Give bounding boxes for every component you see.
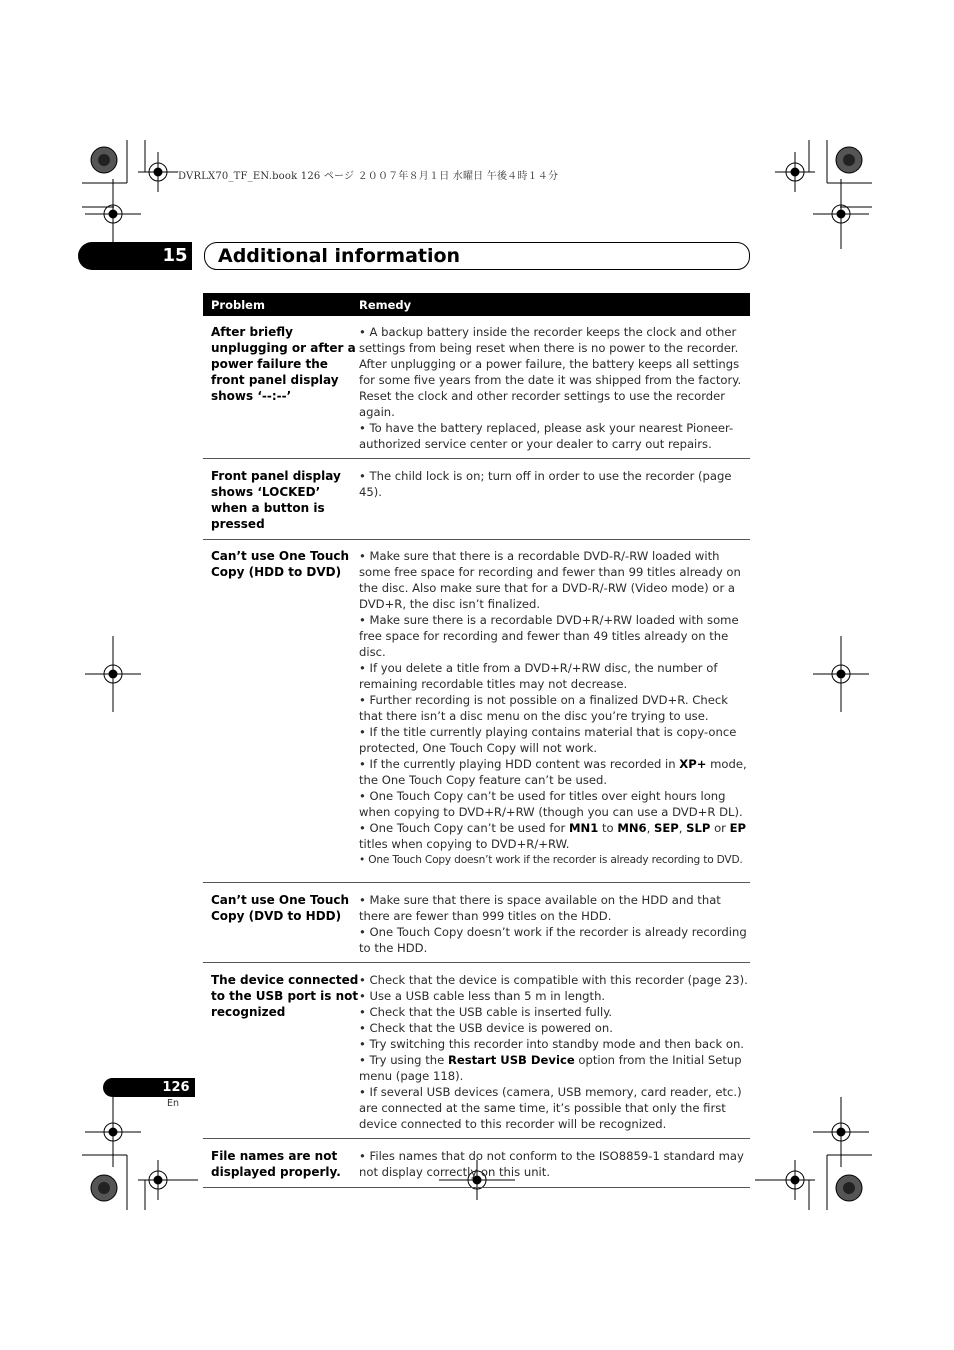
remedy-bullet: [359, 420, 750, 452]
remedy-bullet: [359, 612, 750, 660]
problem-cell: After briefly unplugging or after a power failure the front panel display shows ‘--:--’: [211, 325, 356, 403]
table-row: [203, 459, 750, 540]
remedy-bullet: [359, 1004, 750, 1020]
problem-cell: The device connected to the USB port is not recognized: [211, 973, 359, 1019]
remedy-bullet: [359, 468, 750, 500]
table-row: [203, 316, 750, 459]
print-header: DVRLX70_TF_EN.book 126 ページ ２００７年８月１日 水曜日 午後４時１４分: [178, 171, 559, 182]
header-remedy: Remedy: [359, 297, 412, 312]
remedy-text: • One Touch Copy doesn’t work if the recorder is already recording to DVD.: [359, 854, 743, 866]
remedy-text: • Try switching this recorder into standby mode and then back on.: [359, 1037, 744, 1051]
table-row: [203, 1139, 750, 1188]
remedy-bullet: [359, 1148, 750, 1180]
remedy-emphasis: SEP: [654, 821, 679, 835]
remedy-cell: [359, 892, 750, 956]
remedy-text: • One Touch Copy doesn’t work if the recorder is already recording to the HDD.: [359, 925, 747, 955]
remedy-text: • Try using the: [359, 1053, 448, 1067]
table-header: [203, 293, 750, 316]
remedy-text: ,: [678, 821, 687, 835]
remedy-text: titles when copying to DVD+R/+RW.: [359, 837, 570, 851]
remedy-text: • One Touch Copy can’t be used for titles over eight hours long when copying to DVD+R/+RW (though you can use a DVD+R DL).: [359, 789, 743, 819]
remedy-cell: [359, 972, 750, 1132]
remedy-text: • If the title currently playing contains material that is copy-once protected, One Touch Copy will not work.: [359, 725, 737, 755]
remedy-text: to: [598, 821, 618, 835]
remedy-emphasis: MN6: [617, 821, 647, 835]
page-language: En: [167, 1098, 180, 1109]
remedy-cell: [359, 548, 750, 868]
page-number: 126: [162, 1080, 190, 1095]
remedy-bullet: [359, 692, 750, 724]
table-body: [203, 316, 750, 1188]
remedy-text: • Make sure that there is a recordable DVD-R/-RW loaded with some free space for recording and fewer than 99 titles already on the disc. Also make sure that for a DVD-R/-RW (Video mode) or a DVD+R, the disc isn’t finalized.: [359, 549, 741, 611]
remedy-text: • To have the battery replaced, please ask your nearest Pioneer-authorized service center or your dealer to carry out repairs.: [359, 421, 734, 451]
remedy-bullet: [359, 756, 750, 788]
remedy-text: • Make sure there is a recordable DVD+R/+RW loaded with some free space for recording and fewer than 49 titles already on the disc.: [359, 613, 739, 659]
remedy-text: • Use a USB cable less than 5 m in length.: [359, 989, 606, 1003]
chapter-number: 15: [162, 245, 188, 266]
remedy-bullet: [359, 660, 750, 692]
remedy-text: • If several USB devices (camera, USB memory, card reader, etc.) are connected at the same time, it’s possible that only the first device connected to this recorder will be recognized.: [359, 1085, 742, 1131]
remedy-bullet: [359, 1084, 750, 1132]
remedy-bullet: [359, 820, 750, 852]
remedy-text: • A backup battery inside the recorder keeps the clock and other settings from being reset when there is no power to the recorder. After unplugging or a power failure, the battery keeps all settings for some five years from the date it was shipped from the factory. Reset the clock and other recorder settings to use the recorder again.: [359, 325, 742, 419]
remedy-bullet: [359, 988, 750, 1004]
remedy-bullet: [359, 924, 750, 956]
remedy-emphasis: XP+: [679, 757, 707, 771]
remedy-text: • If the currently playing HDD content was recorded in: [359, 757, 680, 771]
problem-cell: Front panel display shows ‘LOCKED’ when a button is pressed: [211, 469, 341, 531]
remedy-emphasis: SLP: [686, 821, 711, 835]
remedy-text: • Make sure that there is space available on the HDD and that there are fewer than 999 titles on the HDD.: [359, 893, 721, 923]
remedy-bullet: [359, 1020, 750, 1036]
remedy-emphasis: MN1: [568, 821, 599, 835]
remedy-text: or: [710, 821, 730, 835]
problem-cell: Can’t use One Touch Copy (HDD to DVD): [211, 549, 350, 579]
remedy-text: • Check that the USB device is powered on.: [359, 1021, 613, 1035]
remedy-text: • Files names that do not conform to the ISO8859-1 standard may not display correctly on this unit.: [359, 1149, 744, 1179]
remedy-emphasis: EP: [729, 821, 747, 835]
remedy-cell: [359, 1148, 750, 1180]
remedy-text: • Further recording is not possible on a finalized DVD+R. Check that there isn’t a disc menu on the disc you’re trying to use.: [359, 693, 728, 723]
remedy-text: • Check that the USB cable is inserted fully.: [359, 1005, 613, 1019]
remedy-text: mode, the One Touch Copy feature can’t be used.: [359, 757, 747, 787]
remedy-text: • Check that the device is compatible with this recorder (page 23).: [359, 973, 748, 987]
remedy-text: • One Touch Copy can’t be used for: [359, 821, 569, 835]
remedy-bullet: [359, 1052, 750, 1084]
remedy-bullet: [359, 724, 750, 756]
remedy-emphasis: Restart USB Device: [447, 1053, 575, 1067]
remedy-text: ,: [646, 821, 654, 835]
table-row: [203, 883, 750, 963]
remedy-bullet: [359, 548, 750, 612]
remedy-cell: [359, 468, 750, 532]
remedy-bullet: [359, 892, 750, 924]
remedy-bullet: [359, 972, 750, 988]
troubleshooting-table: [203, 293, 750, 1188]
problem-cell: Can’t use One Touch Copy (DVD to HDD): [211, 893, 350, 923]
remedy-bullet: [359, 852, 750, 868]
chapter-title: Additional information: [218, 245, 461, 267]
header-problem: Problem: [211, 297, 265, 312]
remedy-text: • If you delete a title from a DVD+R/+RW disc, the number of remaining recordable titles may not decrease.: [359, 661, 718, 691]
remedy-bullet: [359, 1036, 750, 1052]
table-row: [203, 963, 750, 1139]
remedy-text: • The child lock is on; turn off in order to use the recorder (page 45).: [359, 469, 732, 499]
remedy-bullet: [359, 324, 750, 420]
table-row: [203, 540, 750, 883]
problem-cell: File names are not displayed properly.: [211, 1149, 341, 1179]
remedy-cell: [359, 324, 750, 452]
remedy-text: option from the Initial Setup menu (page 118).: [359, 1053, 742, 1083]
remedy-bullet: [359, 788, 750, 820]
